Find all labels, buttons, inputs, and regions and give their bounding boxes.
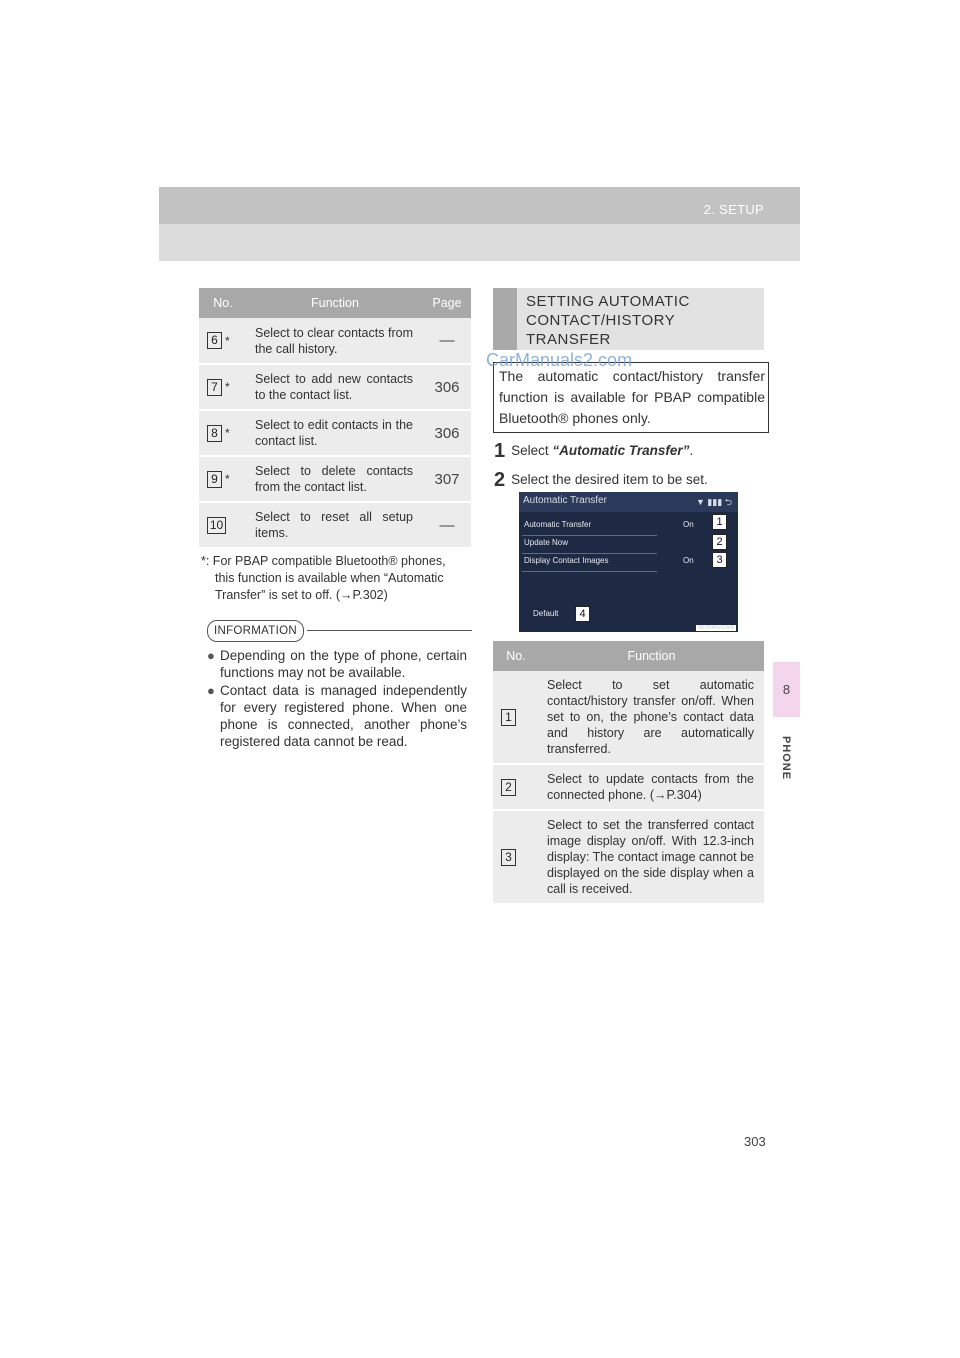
section-header-title: 2. SETUP	[703, 202, 764, 217]
row-function-text: Select to set the transferred contact image display on/off. With 12.3-inch display: The contact image cannot be displayed on the side display when a call is received.	[539, 810, 764, 904]
callout-4: 4	[575, 606, 590, 622]
table-row	[493, 671, 764, 764]
information-bullet-text: Contact data is managed independently for every registered phone. When one phone is connected, another phone’s registered data cannot be read.	[220, 683, 467, 749]
step-suffix: .	[689, 443, 694, 458]
section-title-box	[493, 288, 764, 350]
screen-row-automatic-transfer[interactable]	[522, 518, 657, 536]
information-divider	[307, 630, 472, 631]
row-number-cell	[199, 410, 247, 456]
callout-1: 1	[712, 514, 727, 530]
right-function-table	[493, 641, 764, 905]
row-function-text: Select to add new contacts to the contact list.	[247, 364, 423, 410]
section-title-line-2: CONTACT/HISTORY	[526, 312, 676, 329]
table-row	[199, 318, 471, 364]
step-text: Select the desired item to be set.	[511, 472, 708, 487]
row-number-cell	[199, 502, 247, 548]
information-bullet	[207, 647, 467, 681]
row-number-box: 10	[207, 517, 226, 534]
row-function-text: Select to reset all setup items.	[247, 502, 423, 548]
row-asterisk: *	[225, 333, 230, 348]
section-title-bar	[493, 288, 517, 350]
table-footnote	[201, 553, 471, 604]
screen-row-display-contact-images[interactable]	[522, 554, 657, 572]
row-number-box: 7	[207, 379, 222, 396]
row-number-box: 8	[207, 425, 222, 442]
chapter-tab-label-text: PHONE	[780, 735, 792, 781]
callout-3: 3	[712, 552, 727, 568]
information-badge: INFORMATION	[207, 620, 304, 642]
footnote-line-1: *: For PBAP compatible Bluetooth® phones,	[201, 554, 446, 568]
step-2	[494, 469, 708, 492]
screen-titlebar	[519, 492, 738, 512]
row-page: 306	[423, 364, 471, 410]
table-header-row	[199, 288, 471, 318]
table-row	[199, 364, 471, 410]
row-function-text: Select to update contacts from the connected phone. (→P.304)	[539, 764, 764, 810]
row-number-box: 6	[207, 332, 222, 349]
table-header-function: Function	[539, 641, 764, 671]
information-bullet	[207, 682, 467, 750]
table-header-function: Function	[247, 288, 423, 318]
footnote-line-2: this function is available when “Automatic Transfer” is set to off. (→P.302)	[215, 571, 444, 602]
row-function-text: Select to set automatic contact/history transfer on/off. When set to on, the phone’s contact data and history are automatically transferred.	[539, 671, 764, 764]
page-header-subband	[159, 224, 800, 261]
callout-2: 2	[712, 534, 727, 550]
row-asterisk: *	[225, 426, 230, 440]
row-function-text: Select to clear contacts from the call history.	[247, 318, 423, 364]
automatic-transfer-screen	[519, 492, 738, 632]
table-row	[199, 456, 471, 502]
screen-image-code: BE7INtReG/A/B	[698, 625, 734, 631]
row-number-cell	[199, 318, 247, 364]
row-number-box: 3	[501, 849, 516, 866]
row-function-text: Select to edit contacts in the contact list.	[247, 410, 423, 456]
step-number: 2	[494, 469, 506, 491]
row-page: —	[423, 318, 471, 364]
row-function-text: Select to delete contacts from the contact list.	[247, 456, 423, 502]
chapter-tab-number: 8	[773, 662, 800, 717]
row-number-cell	[493, 671, 539, 764]
screen-row-label: Display Contact Images	[524, 556, 609, 565]
table-header-page: Page	[423, 288, 471, 318]
screen-value-automatic-transfer: On	[683, 520, 694, 529]
bullet-dot-icon: ●	[207, 683, 215, 698]
table-header-no: No.	[493, 641, 539, 671]
row-number-box: 2	[501, 779, 516, 796]
page-number: 303	[744, 1134, 766, 1149]
step-number: 1	[494, 440, 506, 462]
screen-row-label: Update Now	[524, 538, 569, 547]
row-page: 306	[423, 410, 471, 456]
screen-default-button[interactable]: Default	[533, 609, 559, 618]
left-function-table	[199, 288, 471, 549]
table-row	[199, 410, 471, 456]
row-number-cell	[493, 810, 539, 904]
table-header-no: No.	[199, 288, 247, 318]
chapter-tab-label	[772, 728, 800, 788]
page-header-band	[159, 187, 800, 224]
table-row	[493, 764, 764, 810]
row-number-box: 1	[501, 709, 516, 726]
step-text: Select	[511, 443, 553, 458]
information-bullet-text: Depending on the type of phone, certain functions may not be available.	[220, 648, 467, 680]
section-title	[526, 292, 690, 349]
watermark-text: CarManuals2.com	[486, 350, 633, 370]
table-header-row	[493, 641, 764, 671]
screen-status-icons: ▼ ▮▮▮ ⮌	[696, 497, 732, 507]
row-number-box: 9	[207, 471, 222, 488]
row-page: 307	[423, 456, 471, 502]
bullet-dot-icon: ●	[207, 648, 215, 663]
row-asterisk: *	[225, 472, 230, 486]
table-row	[199, 502, 471, 548]
row-number-cell	[199, 364, 247, 410]
screen-row-update-now[interactable]	[522, 536, 657, 554]
step-highlight: “Automatic Transfer”	[552, 443, 690, 458]
screen-value-display-contact-images: On	[683, 556, 694, 565]
table-row	[493, 810, 764, 904]
row-asterisk: *	[225, 380, 230, 394]
screen-title: Automatic Transfer	[523, 495, 607, 506]
step-1	[494, 440, 693, 463]
compatibility-note: The automatic contact/history transfer function is available for PBAP compatible Bluetooth® phones only.	[493, 362, 769, 433]
row-number-cell	[199, 456, 247, 502]
row-page: —	[423, 502, 471, 548]
row-number-cell	[493, 764, 539, 810]
section-title-line-3: TRANSFER	[526, 331, 611, 348]
section-title-line-1: SETTING AUTOMATIC	[526, 293, 690, 310]
screen-row-label: Automatic Transfer	[524, 520, 592, 529]
